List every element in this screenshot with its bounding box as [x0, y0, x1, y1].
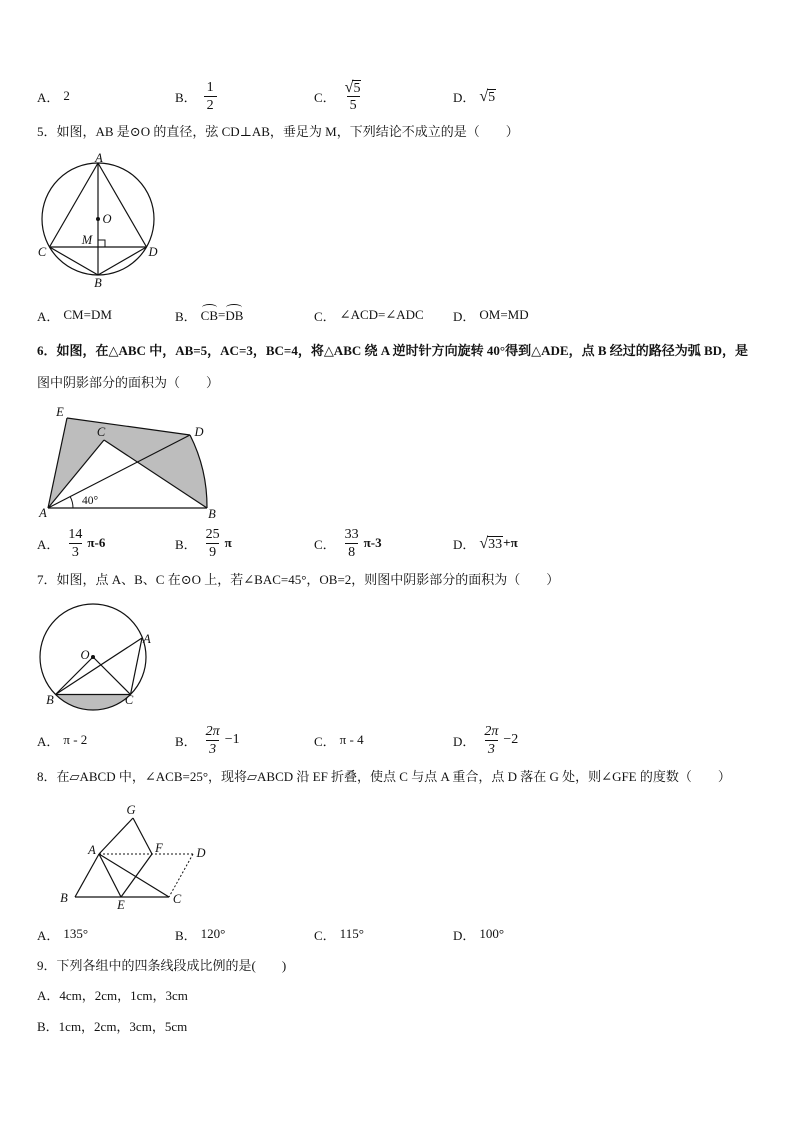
- sqrt-sign: √: [479, 534, 489, 552]
- q8-option-c: [314, 914, 364, 954]
- label-c: C: [37, 245, 47, 259]
- numerator: 2π: [484, 723, 499, 739]
- option-tail: π: [224, 535, 232, 550]
- label-b: B: [208, 507, 216, 521]
- segment-ab: [75, 854, 99, 897]
- q8-option-a: [37, 914, 88, 954]
- label-b: B: [94, 276, 102, 290]
- q4-option-a: [37, 76, 70, 116]
- option-label: D．: [453, 536, 476, 552]
- option-label: B．: [175, 927, 197, 943]
- arc-cb: CB: [200, 308, 219, 323]
- equals-sign: =: [218, 307, 226, 322]
- option-label: A．: [37, 733, 60, 749]
- denominator: 3: [206, 740, 219, 758]
- q7-option-c: [314, 720, 364, 760]
- option-value: OM=MD: [479, 307, 529, 322]
- dotted-cd: [169, 854, 193, 897]
- label-a: A: [143, 632, 151, 646]
- label-c: C: [96, 425, 106, 439]
- denominator: 5: [347, 96, 360, 114]
- q9-option-b: [37, 1018, 772, 1036]
- fold-line-ef: [121, 854, 152, 897]
- q9-stem: 9．下列各组中的四条线段成比例的是( ): [37, 958, 287, 973]
- q6-stem-line1: 6．如图，在△ABC 中，AB=5，AC=3，BC=4，将△ABC 绕 A 逆时针方向旋转 40°得到△ADE，点 B 经过的路径为弧 BD，是: [37, 343, 749, 358]
- label-d: D: [194, 425, 204, 439]
- radical: [479, 88, 496, 105]
- q4-option-c: [314, 76, 366, 116]
- angle-label: 40°: [82, 495, 99, 507]
- shaded-segment: [56, 695, 131, 711]
- fraction: [343, 526, 361, 561]
- arc-db: DB: [225, 308, 244, 323]
- denominator: 3: [485, 740, 498, 758]
- option-label: C．: [314, 536, 336, 552]
- denominator: 3: [69, 543, 82, 561]
- denominator: 9: [206, 543, 219, 561]
- option-value: π - 2: [63, 732, 88, 747]
- label-c: C: [124, 693, 134, 707]
- label-g: G: [126, 803, 136, 817]
- label-a: A: [95, 151, 103, 165]
- label-a: A: [88, 843, 96, 857]
- option-value: 1cm，2cm，3cm，5cm: [58, 1019, 188, 1034]
- q6-stem-line2: 图中阴影部分的面积为（ ）: [37, 375, 220, 390]
- option-label: D．: [453, 308, 476, 324]
- numerator: [343, 79, 364, 96]
- option-tail: −2: [503, 732, 519, 747]
- q7-option-d: [453, 720, 518, 760]
- denominator: 8: [345, 543, 358, 561]
- q5-option-d: [453, 295, 529, 335]
- segment-oc: [93, 657, 131, 695]
- q5-option-a: [37, 295, 112, 335]
- label-b: B: [60, 891, 68, 905]
- option-label: A．: [37, 988, 60, 1003]
- q6-options-row: [0, 523, 794, 563]
- segment-ac: [131, 638, 143, 695]
- q6-figure-rotation: [30, 400, 225, 525]
- fraction: [204, 526, 222, 561]
- numerator: 33: [344, 526, 359, 542]
- q7-option-a: [37, 720, 87, 760]
- option-value: 100°: [479, 926, 505, 941]
- segment-bd: [98, 247, 147, 275]
- radicand: 5: [353, 80, 361, 96]
- numerator: 1: [206, 79, 214, 95]
- q4-option-b: [175, 76, 220, 116]
- sqrt-sign: √: [344, 78, 354, 96]
- label-c: C: [172, 892, 182, 906]
- segment-ad: [98, 163, 147, 247]
- q5-options-row: [0, 295, 794, 335]
- label-f: F: [155, 841, 163, 855]
- option-label: B．: [175, 308, 197, 324]
- label-d: D: [148, 245, 158, 259]
- right-angle-mark: [98, 240, 105, 247]
- segment-ob: [56, 657, 94, 695]
- label-a: A: [39, 506, 47, 520]
- center-dot: [96, 217, 100, 221]
- q8-figure-parallelogram: [50, 798, 215, 913]
- q6-option-d: [453, 523, 518, 563]
- fraction: [204, 79, 217, 114]
- q6-option-a: [37, 523, 105, 563]
- option-tail: π-6: [87, 535, 106, 550]
- option-value: 115°: [339, 926, 364, 941]
- segment-bc: [50, 247, 99, 275]
- q8-stem: 8．在▱ABCD 中，∠ACB=25°，现将▱ABCD 沿 EF 折叠，使点 C 与点 A 重合，点 D 落在 G 处，则∠GFE 的度数（ ）: [37, 769, 731, 784]
- center-dot: [91, 655, 95, 659]
- q8-option-b: [175, 914, 225, 954]
- option-label: D．: [453, 89, 476, 105]
- radical: [479, 535, 503, 552]
- label-d: D: [196, 846, 206, 860]
- numerator: 2π: [205, 723, 220, 739]
- numerator: 25: [205, 526, 220, 542]
- option-label: D．: [453, 733, 476, 749]
- label-b: B: [46, 693, 54, 707]
- option-label: C．: [314, 927, 336, 943]
- option-value: π - 4: [339, 732, 364, 747]
- option-label: B．: [175, 536, 197, 552]
- option-value: 2: [63, 88, 70, 103]
- fraction: [482, 723, 500, 758]
- segment-gf: [133, 818, 152, 854]
- option-label: C．: [314, 733, 336, 749]
- fraction: [343, 79, 364, 114]
- q5-option-b: [175, 295, 243, 335]
- option-value: ∠ACD=∠ADC: [339, 307, 424, 322]
- radical: [345, 79, 362, 96]
- option-label: A．: [37, 89, 60, 105]
- q7-figure-circle: [30, 595, 160, 715]
- option-value: 120°: [200, 926, 226, 941]
- q4-options-row: [0, 76, 794, 116]
- q8-option-d: [453, 914, 504, 954]
- sqrt-sign: √: [479, 87, 489, 105]
- q7-option-b: [175, 720, 240, 760]
- option-label: A．: [37, 536, 60, 552]
- fraction: [66, 526, 84, 561]
- segment-ab: [56, 638, 143, 695]
- q7-options-row: [0, 720, 794, 760]
- label-e: E: [56, 405, 64, 419]
- radicand: 5: [488, 89, 496, 105]
- option-label: D．: [453, 927, 476, 943]
- option-tail: π-3: [363, 535, 382, 550]
- q5-option-c: [314, 295, 424, 335]
- label-o: O: [102, 212, 112, 226]
- q8-options-row: [0, 914, 794, 954]
- q4-option-d: [453, 76, 496, 116]
- fraction: [204, 723, 222, 758]
- option-label: A．: [37, 927, 60, 943]
- segment-ag: [99, 818, 133, 854]
- option-label: C．: [314, 89, 336, 105]
- q5-stem: 5．如图，AB 是⊙O 的直径，弦 CD⊥AB，垂足为 M，下列结论不成立的是（ ）: [37, 124, 519, 139]
- option-label: B．: [37, 1019, 59, 1034]
- option-value: 135°: [63, 926, 89, 941]
- option-tail: +π: [503, 535, 518, 550]
- option-label: B．: [175, 733, 197, 749]
- q6-option-b: [175, 523, 232, 563]
- option-value: 4cm，2cm，1cm，3cm: [59, 988, 188, 1003]
- radicand: 33: [488, 536, 503, 552]
- option-label: B．: [175, 89, 197, 105]
- option-label: A．: [37, 308, 60, 324]
- label-e: E: [117, 898, 125, 912]
- denominator: 2: [204, 96, 217, 114]
- numerator: 14: [68, 526, 83, 542]
- option-tail: −1: [224, 732, 240, 747]
- option-label: C．: [314, 308, 336, 324]
- q7-stem: 7．如图，点 A、B、C 在⊙O 上，若∠BAC=45°，OB=2，则图中阴影部分的面积为（ ）: [37, 572, 560, 587]
- q9-option-a: [37, 987, 772, 1005]
- label-m: M: [81, 233, 93, 247]
- q6-option-c: [314, 523, 382, 563]
- label-o: O: [80, 648, 90, 662]
- option-value: CM=DM: [63, 307, 112, 322]
- q5-figure-circle: [30, 150, 170, 295]
